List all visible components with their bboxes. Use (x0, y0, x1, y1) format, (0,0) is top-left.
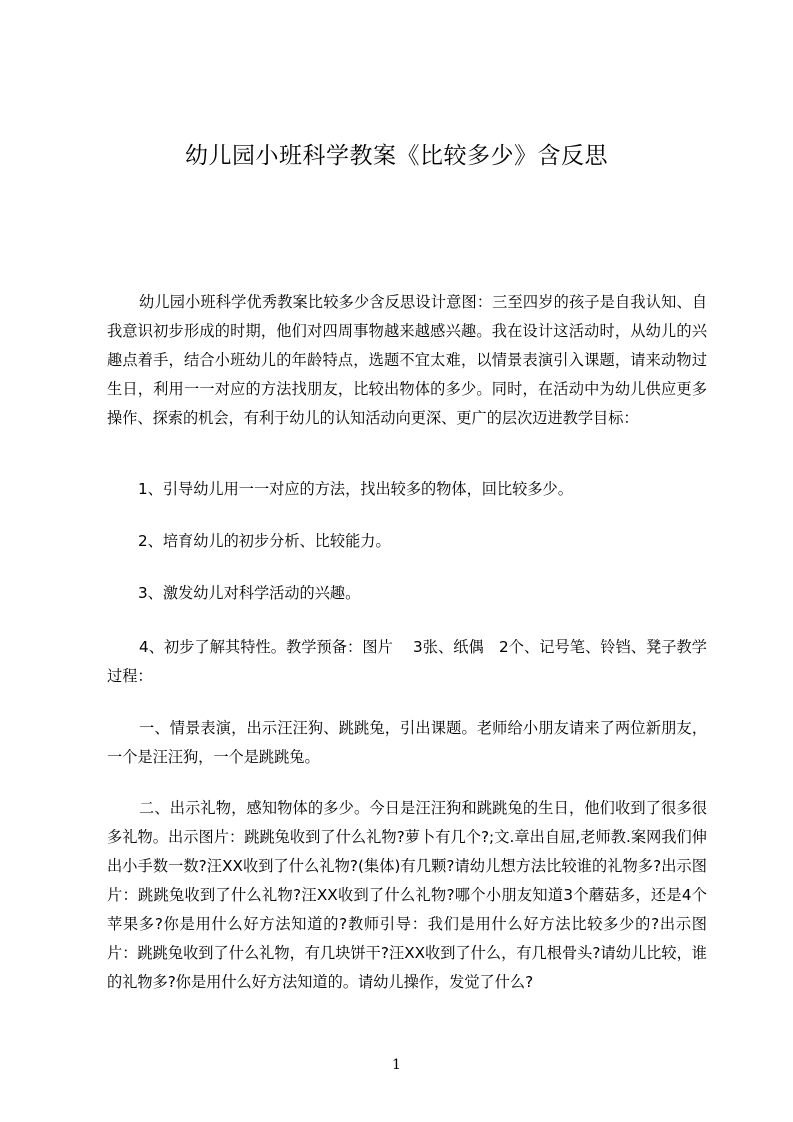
goal-item-4-and-preparation: 4、初步了解其特性。教学预备：图片 3张、纸偶 2个、记号笔、铃铛、凳子教学过程： (107, 638, 707, 685)
intro-paragraph: 幼儿园小班科学优秀教案比较多少含反思设计意图：三至四岁的孩子是自我认知、自我意识初步形成的时期，他们对四周事物越来越感兴趣。我在设计这活动时，从幼儿的兴趣点着手，结合小班幼儿的年龄特点，选题不宜太难，以情景表演引入课题，请来动物过生日，利用一一对应的方法找朋友，比较出物体的多少。同时，在活动中为幼儿供应更多操作、探索的机会，有利于幼儿的认知活动向更深、更广的层次迈进教学目标： (107, 293, 707, 427)
step-2-paragraph: 二、出示礼物，感知物体的多少。今日是汪汪狗和跳跳兔的生日，他们收到了很多很多礼物。出示图片：跳跳兔收到了什么礼物?萝卜有几个?;文.章出自屈,老师教.案网我们伸出小手数一数?汪XX收到了什么礼物?(集体)有几颗?请幼儿想方法比较谁的礼物多?出示图片：跳跳兔收到了什么礼物?汪XX收到了什么礼物?哪个小朋友知道3个蘑菇多，还是4个苹果多?你是用什么好方法知道的?教师引导：我们是用什么好方法比较多少的?出示图片：跳跳兔收到了什么礼物，有几块饼干?汪XX收到了什么，有几根骨头?请幼儿比较，谁的礼物多?你是用什么好方法知道的。请幼儿操作，发觉了什么? (107, 799, 707, 991)
goal-item-2: 2、培育幼儿的初步分析、比较能力。 (138, 532, 391, 550)
page-number: 1 (392, 1057, 401, 1073)
goal-item-3: 3、激发幼儿对科学活动的兴趣。 (138, 584, 361, 602)
step-1-paragraph: 一、情景表演，出示汪汪狗、跳跳兔，引出课题。老师给小朋友请来了两位新朋友，一个是汪汪狗，一个是跳跳兔。 (107, 719, 707, 766)
document-title: 幼儿园小班科学教案《比较多少》含反思 (185, 143, 608, 169)
goal-item-1: 1、引导幼儿用一一对应的方法，找出较多的物体，回比较多少。 (138, 480, 573, 498)
